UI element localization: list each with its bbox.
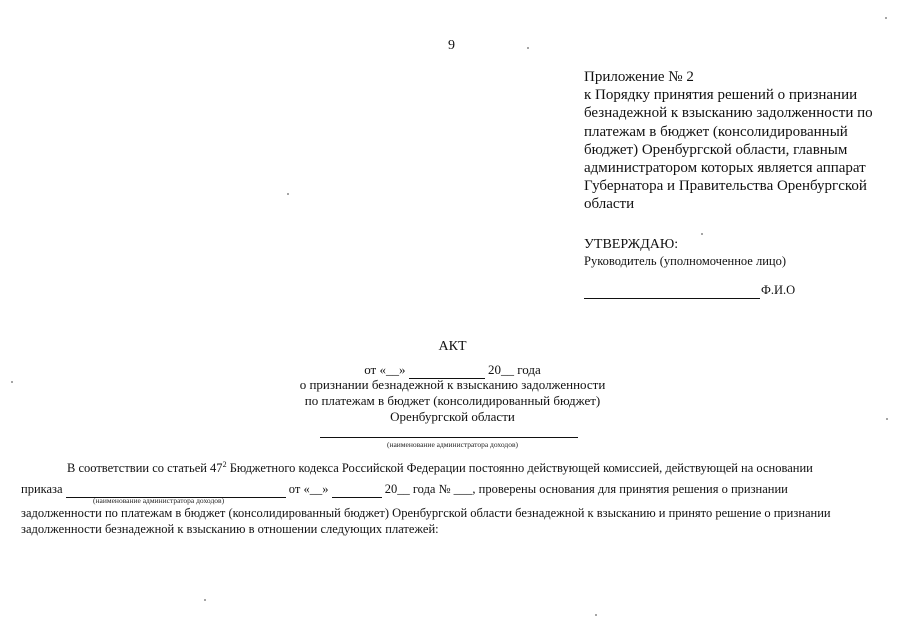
appendix-text: Приложение № 2 к Порядку принятия решений о признании безнадежной к взысканию задолженности по платежам в бюджет (консолидированный бюджет) Оренбургской области, главным администратором которых является аппарат Губернатора и Правительства Оренбургской области <box>584 69 873 213</box>
signature-line <box>584 298 760 299</box>
order-admin-caption: (наименование администратора доходов) <box>93 496 225 505</box>
scan-speck <box>527 47 529 49</box>
body-line-2-b: от «__» <box>285 482 332 496</box>
body-line-2-c: 20__ года № ___, проверены основания для принятия решения о признании <box>381 482 788 496</box>
body-line-3: задолженности по платежам в бюджет (консолидированный бюджет) Оренбургской области безнадежной к взысканию и принято решение о признании <box>21 506 831 520</box>
body-line-2-a: приказа <box>21 482 66 496</box>
body-line-4: задолженности безнадежной к взысканию в отношении следующих платежей: <box>21 522 439 536</box>
scan-speck <box>701 233 703 235</box>
approval-subtitle: Руководитель (уполномоченное лицо) <box>584 254 787 268</box>
order-date-blank <box>332 482 382 498</box>
act-title: АКТ <box>438 339 467 354</box>
act-subtitle-line2: по платежам в бюджет (консолидированный бюджет) <box>304 393 601 408</box>
body-line-1-a: В соответствии со статьей 47 <box>67 461 223 475</box>
scan-speck <box>595 614 597 616</box>
body-line-1-sup: 2 <box>222 459 227 469</box>
body-line-1 <box>67 461 813 476</box>
page-number: 9 <box>448 38 455 53</box>
scan-speck <box>204 599 206 601</box>
act-date-year: 20__ года <box>484 362 541 377</box>
admin-name-caption: (наименование администратора доходов) <box>386 440 519 449</box>
body-line-1-b: Бюджетного кодекса Российской Федерации постоянно действующей комиссией, действующей на основании <box>226 461 813 475</box>
admin-name-line <box>320 437 578 438</box>
scan-speck <box>886 418 888 420</box>
signature-label: Ф.И.О <box>761 283 796 297</box>
act-subtitle-line3: Оренбургской области <box>390 409 515 424</box>
scan-speck <box>11 381 13 383</box>
appendix-heading <box>584 68 884 214</box>
act-date-prefix: от «__» <box>364 362 409 377</box>
scan-speck <box>885 17 887 19</box>
act-subtitle-line1: о признании безнадежной к взысканию задолженности <box>299 377 606 392</box>
approval-title: УТВЕРЖДАЮ: <box>584 237 679 252</box>
scan-speck <box>287 193 289 195</box>
